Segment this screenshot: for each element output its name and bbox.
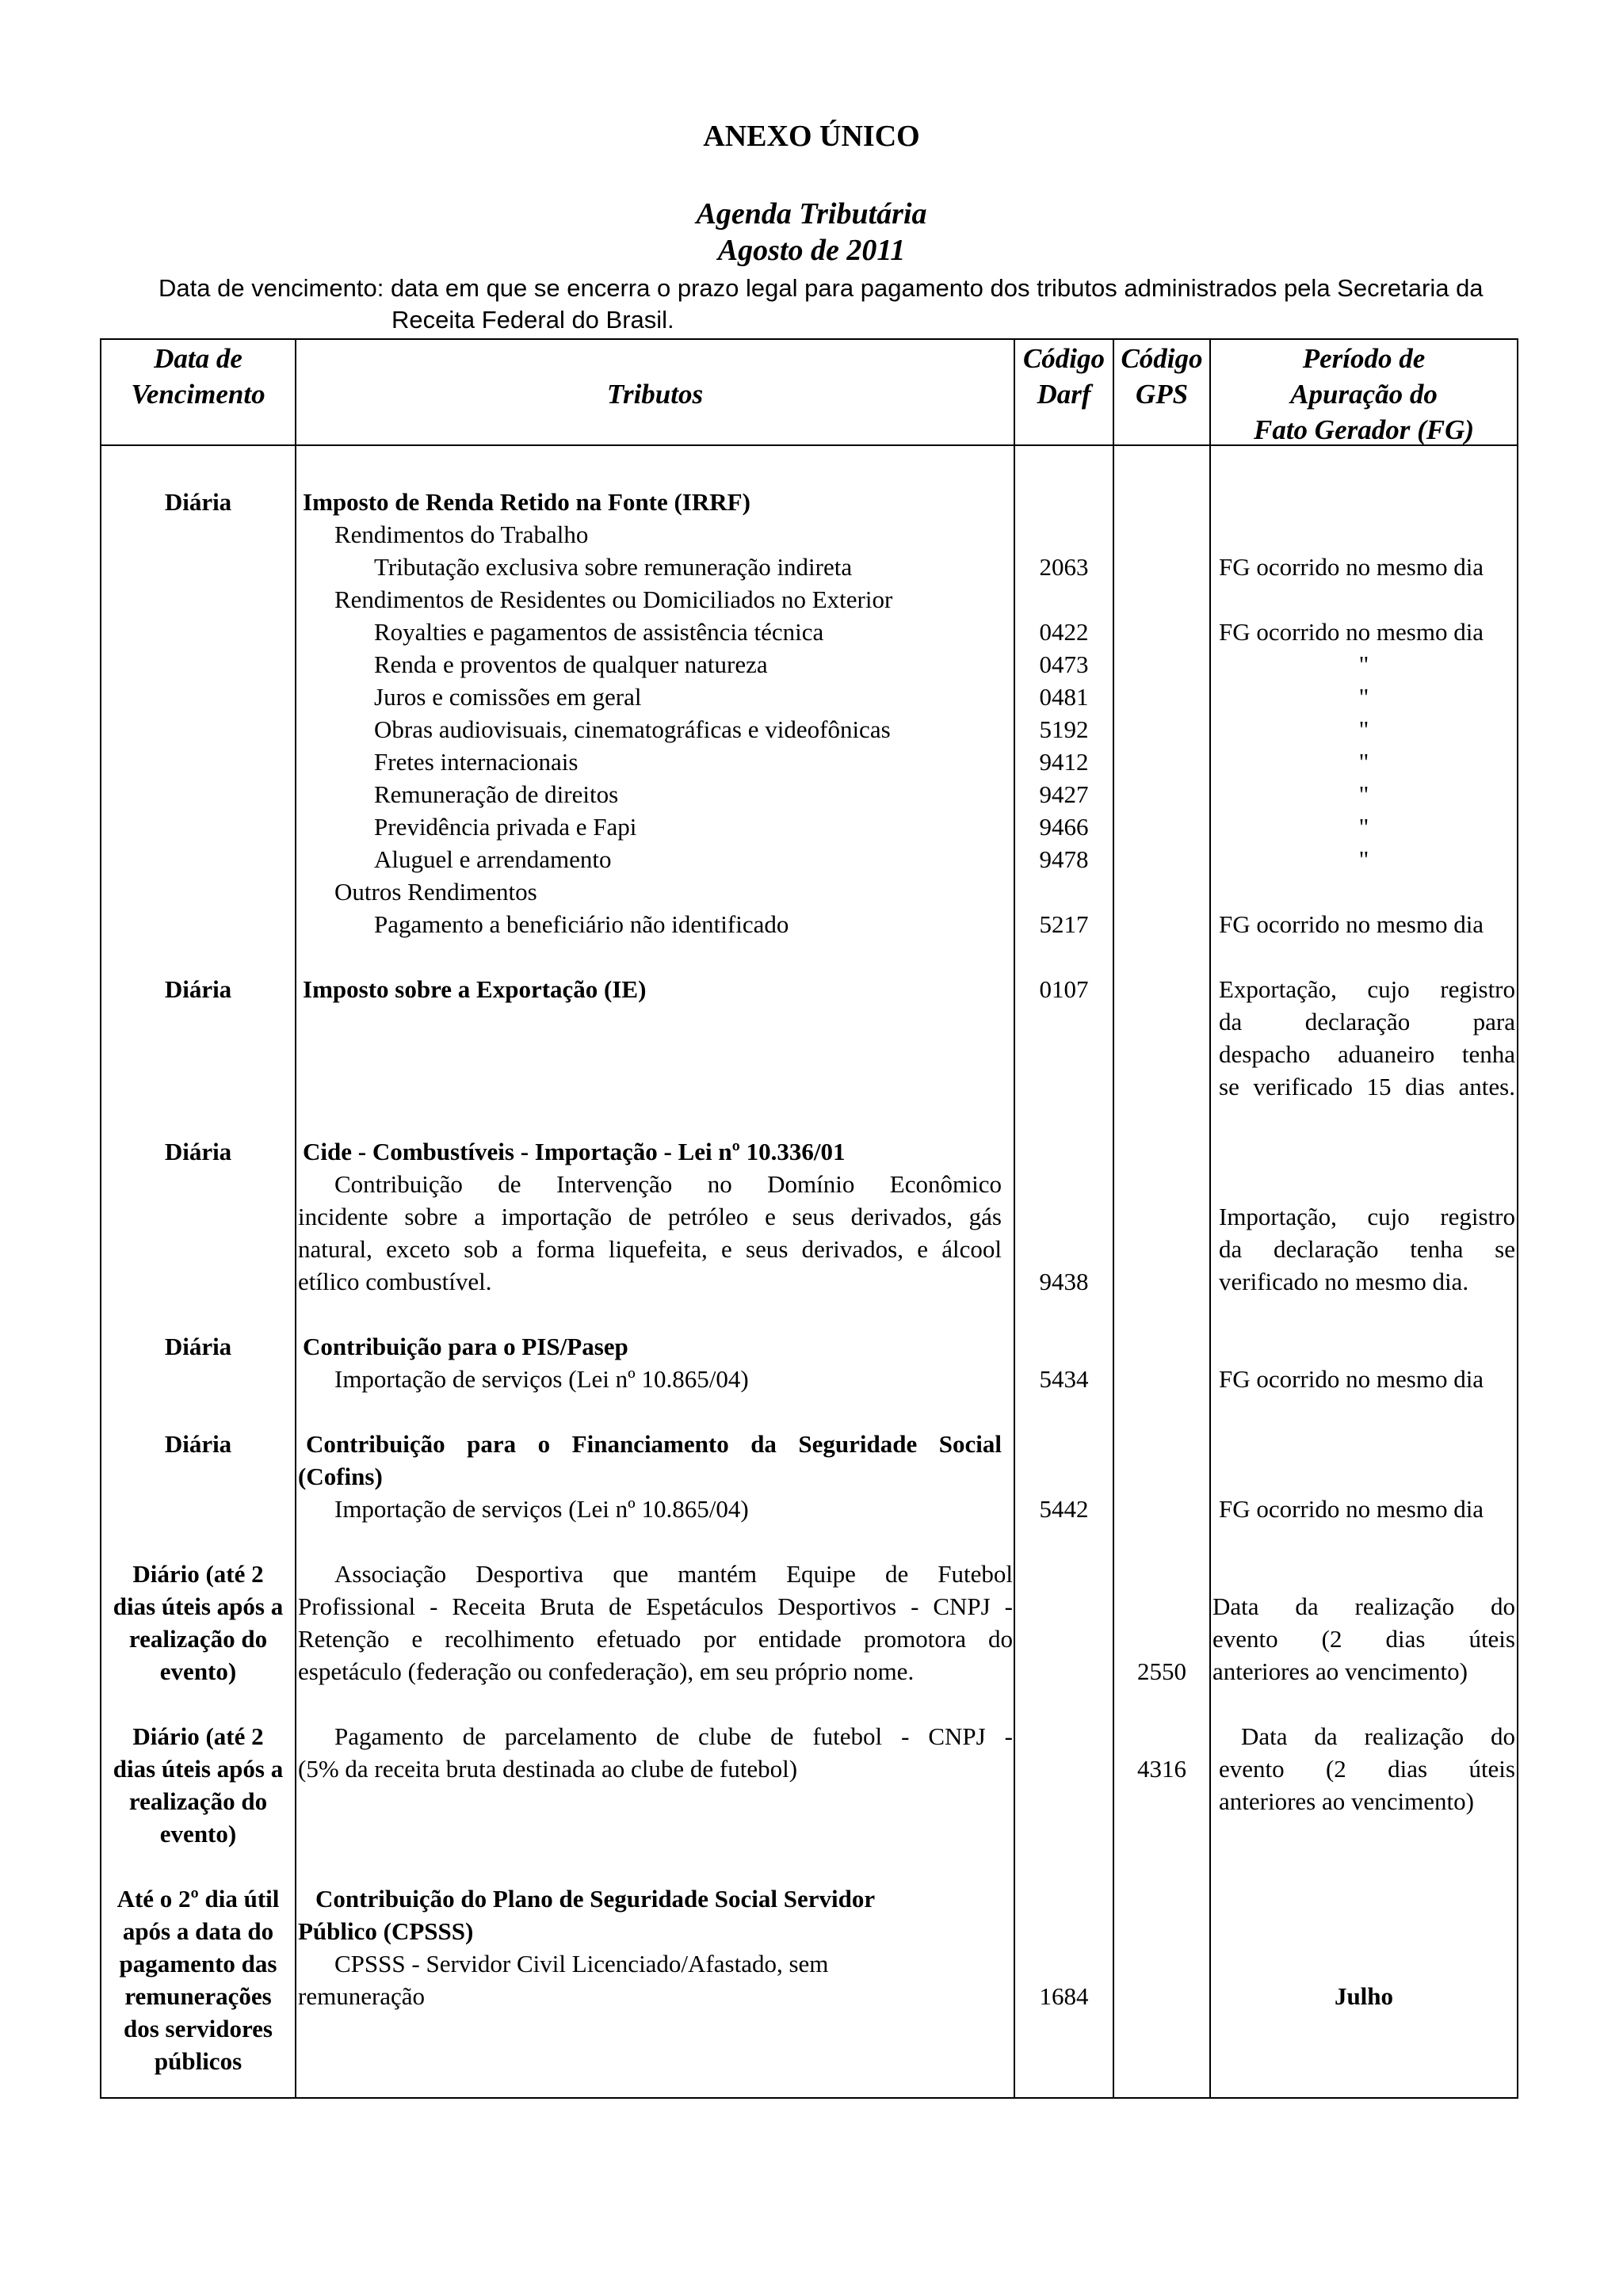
desportiva-desc-line: Retenção e recolhimento efetuado por entidade promotora do — [298, 1625, 1013, 1653]
cide-title: Cide - Combustíveis - Importação - Lei nº 10.336/01 — [303, 1138, 846, 1165]
cide-darf: 9438 — [1039, 1268, 1089, 1295]
cide-periodo-line: verificado no mesmo dia. — [1219, 1268, 1469, 1295]
ie-periodo-line: da declaração para — [1219, 1008, 1515, 1035]
parcelamento-periodo-line: evento (2 dias úteis — [1219, 1755, 1515, 1783]
parcelamento-periodo-line: Data da realização do — [1241, 1722, 1515, 1750]
parcelamento-desc-line: Pagamento de parcelamento de clube de futebol - CNPJ - — [334, 1722, 1013, 1750]
ditto-mark: " — [1358, 748, 1369, 776]
irrf-remuneracao-darf: 9427 — [1039, 780, 1089, 808]
irrf-title: Imposto de Renda Retido na Fonte (IRRF) — [303, 488, 750, 516]
cide-periodo-line: da declaração tenha se — [1219, 1235, 1515, 1263]
irrf-trib-exclusiva-darf: 2063 — [1039, 553, 1089, 581]
irrf-fretes: Fretes internacionais — [374, 748, 579, 776]
irrf-renda: Renda e proventos de qualquer natureza — [374, 650, 768, 678]
ie-darf: 0107 — [1039, 975, 1089, 1003]
cpsss-desc-line: CPSSS - Servidor Civil Licenciado/Afastado, sem — [334, 1950, 829, 1978]
ie-periodo-line: se verificado 15 dias antes. — [1219, 1073, 1515, 1100]
irrf-remuneracao: Remuneração de direitos — [374, 780, 619, 808]
ie-periodo-line: despacho aduaneiro tenha — [1219, 1040, 1515, 1068]
irrf-pagamento-darf: 5217 — [1039, 910, 1089, 938]
cide-desc-line: incidente sobre a importação de petróleo e seus derivados, gás — [298, 1203, 1002, 1230]
irrf-obras: Obras audiovisuais, cinematográficas e videofônicas — [374, 715, 891, 743]
parcelamento-desc-line: (5% da receita bruta destinada ao clube de futebol) — [298, 1755, 798, 1783]
irrf-trabalho: Rendimentos do Trabalho — [334, 521, 589, 548]
pis-vencimento: Diária — [164, 1333, 232, 1360]
irrf-juros: Juros e comissões em geral — [374, 683, 642, 711]
ditto-mark: " — [1358, 813, 1369, 841]
irrf-vencimento: Diária — [164, 488, 232, 516]
agenda-month: Agosto de 2011 — [717, 234, 906, 267]
note-line-2: Receita Federal do Brasil. — [391, 306, 674, 334]
irrf-pagamento: Pagamento a beneficiário não identificado — [374, 910, 789, 938]
ditto-mark: " — [1358, 845, 1369, 873]
cide-vencimento: Diária — [164, 1138, 232, 1165]
desportiva-gps: 2550 — [1137, 1657, 1186, 1685]
cpsss-periodo: Julho — [1334, 1982, 1394, 2010]
ditto-mark: " — [1358, 715, 1369, 743]
cofins-vencimento: Diária — [164, 1430, 232, 1458]
cide-desc-line: natural, exceto sob a forma liquefeita, e seus derivados, e álcool — [298, 1235, 1002, 1263]
header-periodo: Período de Apuração do Fato Gerador (FG) — [1253, 343, 1475, 445]
pis-desc: Importação de serviços (Lei nº 10.865/04) — [334, 1365, 749, 1393]
irrf-renda-darf: 0473 — [1039, 650, 1089, 678]
header-tributos: Tributos — [606, 379, 704, 410]
header-codigo-darf: Código Darf — [1022, 343, 1106, 410]
parcelamento-periodo-line: anteriores ao vencimento) — [1219, 1787, 1474, 1815]
cofins-title-line: Contribuição para o Financiamento da Seguridade Social — [306, 1430, 1002, 1458]
desportiva-vencimento: Diário (até 2 dias úteis após a realização do evento) — [113, 1560, 284, 1685]
irrf-outros: Outros Rendimentos — [334, 878, 537, 906]
parcelamento-gps: 4316 — [1137, 1755, 1186, 1783]
irrf-fretes-darf: 9412 — [1039, 748, 1089, 776]
cofins-desc: Importação de serviços (Lei nº 10.865/04) — [334, 1495, 749, 1523]
desportiva-periodo-line: evento (2 dias úteis — [1212, 1625, 1515, 1653]
cpsss-darf: 1684 — [1039, 1982, 1089, 2010]
irrf-exterior: Rendimentos de Residentes ou Domiciliados no Exterior — [334, 585, 893, 613]
pis-darf: 5434 — [1039, 1365, 1089, 1393]
irrf-juros-darf: 0481 — [1039, 683, 1089, 711]
irrf-trib-exclusiva-periodo: FG ocorrido no mesmo dia — [1219, 553, 1484, 581]
cpsss-desc-line: remuneração — [298, 1982, 426, 2010]
cide-periodo-line: Importação, cujo registro — [1219, 1203, 1515, 1230]
desportiva-periodo-line: anteriores ao vencimento) — [1212, 1657, 1468, 1685]
irrf-previdencia: Previdência privada e Fapi — [374, 813, 637, 841]
desportiva-desc-line: Profissional - Receita Bruta de Espetáculos Desportivos - CNPJ - — [298, 1592, 1013, 1620]
irrf-royalties: Royalties e pagamentos de assistência técnica — [374, 618, 824, 646]
pis-periodo: FG ocorrido no mesmo dia — [1219, 1365, 1484, 1393]
cide-desc-line: etílico combustível. — [298, 1268, 492, 1295]
note-line-1: Data de vencimento: data em que se encerra o prazo legal para pagamento dos tributos administrados pela Secretaria da — [158, 274, 1484, 302]
irrf-aluguel: Aluguel e arrendamento — [374, 845, 612, 873]
desportiva-periodo-line: Data da realização do — [1212, 1592, 1515, 1620]
pis-title: Contribuição para o PIS/Pasep — [303, 1333, 628, 1360]
cpsss-title-line: Público (CPSSS) — [298, 1917, 474, 1945]
ie-periodo-line: Exportação, cujo registro — [1219, 975, 1515, 1003]
irrf-pagamento-periodo: FG ocorrido no mesmo dia — [1219, 910, 1484, 938]
desportiva-desc-line: espetáculo (federação ou confederação), em seu próprio nome. — [298, 1657, 915, 1685]
agenda-title: Agenda Tributária — [696, 197, 927, 231]
ditto-mark: " — [1358, 683, 1369, 711]
ditto-mark: " — [1358, 650, 1369, 678]
irrf-royalties-darf: 0422 — [1039, 618, 1089, 646]
cofins-periodo: FG ocorrido no mesmo dia — [1219, 1495, 1484, 1523]
cofins-darf: 5442 — [1039, 1495, 1089, 1523]
page-title: ANEXO ÚNICO — [703, 120, 920, 153]
irrf-royalties-periodo: FG ocorrido no mesmo dia — [1219, 618, 1484, 646]
irrf-trib-exclusiva: Tributação exclusiva sobre remuneração indireta — [374, 553, 853, 581]
parcelamento-vencimento: Diário (até 2 dias úteis após a realização do evento) — [113, 1722, 284, 1848]
irrf-obras-darf: 5192 — [1039, 715, 1089, 743]
header-vencimento: Data de Vencimento — [131, 343, 265, 410]
ditto-mark: " — [1358, 780, 1369, 808]
ie-title: Imposto sobre a Exportação (IE) — [303, 975, 647, 1003]
desportiva-desc-line: Associação Desportiva que mantém Equipe de Futebol — [334, 1560, 1013, 1588]
header-codigo-gps: Código GPS — [1121, 343, 1203, 410]
irrf-aluguel-darf: 9478 — [1039, 845, 1089, 873]
cpsss-title-line: Contribuição do Plano de Seguridade Social Servidor — [315, 1885, 876, 1913]
irrf-previdencia-darf: 9466 — [1039, 813, 1089, 841]
cide-desc-line: Contribuição de Intervenção no Domínio Econômico — [334, 1170, 1002, 1198]
cpsss-vencimento: Até o 2º dia útil após a data do pagamento das remunerações dos servidores públicos — [116, 1885, 280, 2075]
ie-vencimento: Diária — [164, 975, 232, 1003]
cofins-title-line: (Cofins) — [298, 1463, 383, 1490]
